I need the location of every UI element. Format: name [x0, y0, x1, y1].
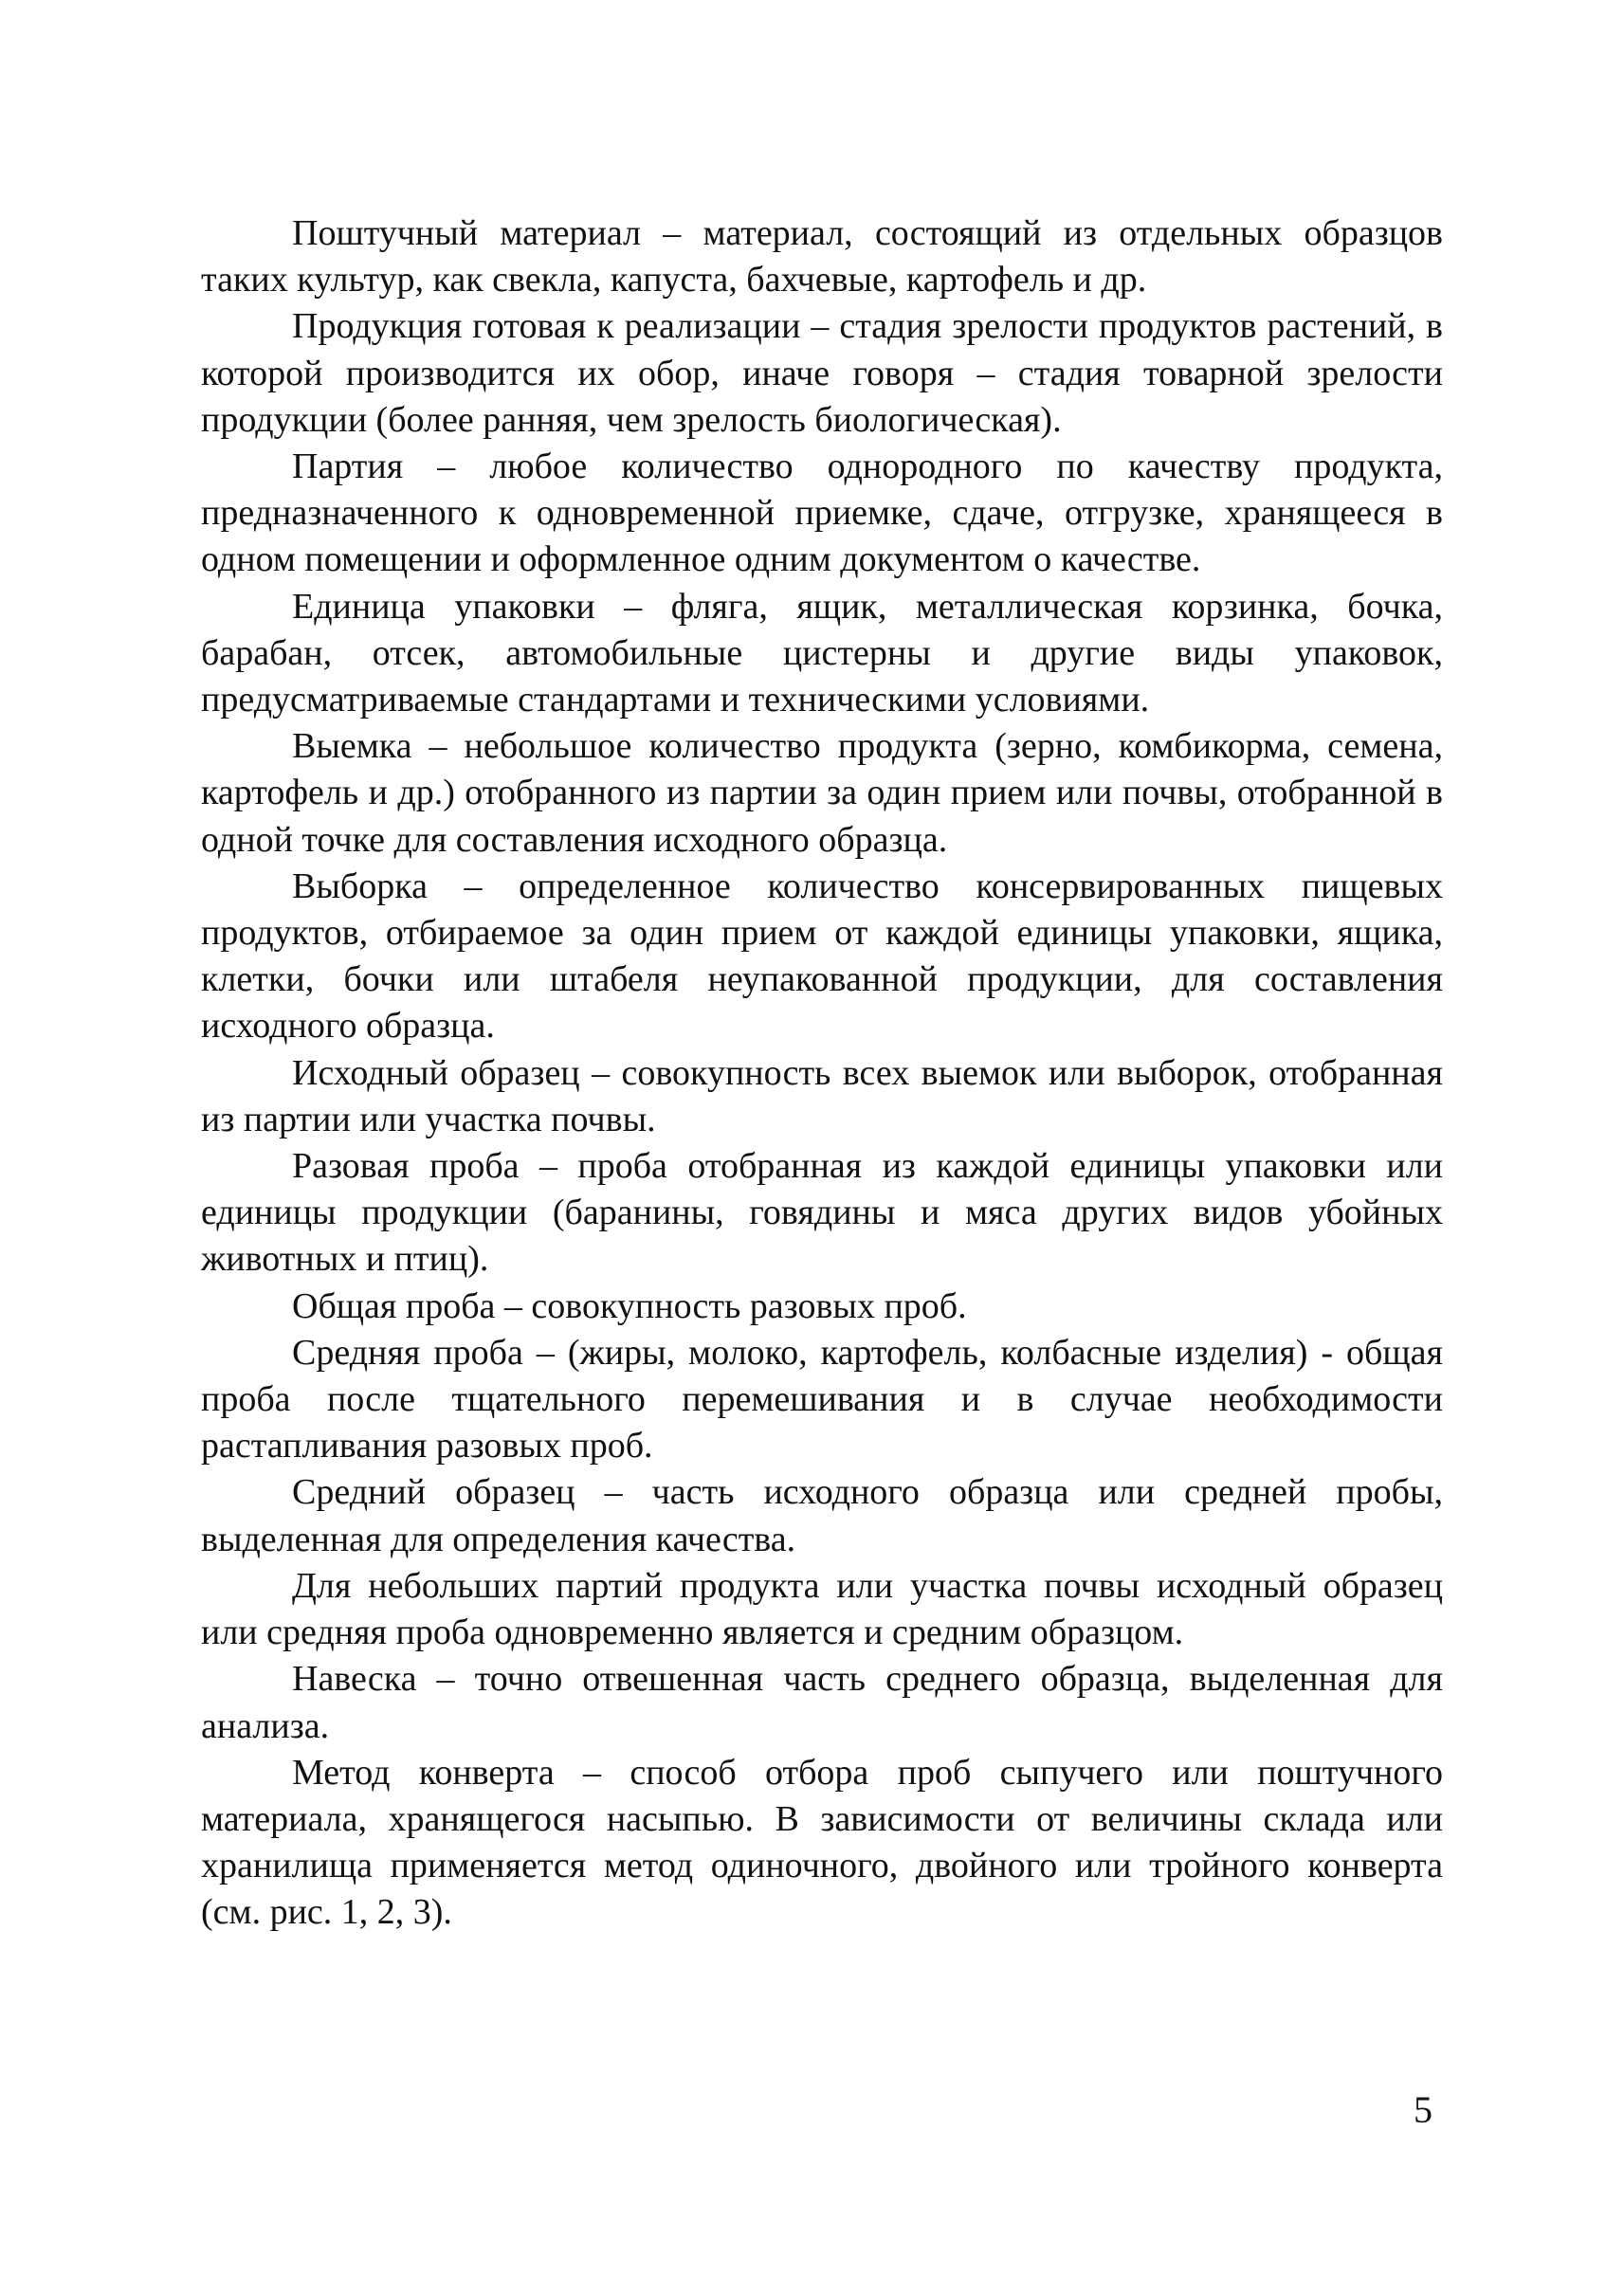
definition-paragraph: Поштучный материал – материал, состоящий из отдельных образцов таких культур, как свекла, капуста, бахчевые, картофель и др. [201, 213, 1443, 301]
definition-paragraph: Выборка – определенное количество консервированных пищевых продуктов, отбираемое за один прием от каждой единицы упаковки, ящика, клетки, бочки или штабеля неупакованной продукции, для составления исходного образца. [201, 865, 1443, 1047]
definition-paragraph: Метод конверта – способ отбора проб сыпучего или поштучного материала, хранящегося насыпью. В зависимости от величины склада или хранилища применяется метод одиночного, двойного или тройного конверта (см. рис. 1, 2, 3). [201, 1752, 1443, 1933]
definition-paragraph: Разовая проба – проба отобранная из каждой единицы упаковки или единицы продукции (баранины, говядины и мяса других видов убойных животных и птиц). [201, 1146, 1443, 1280]
body-text [201, 210, 1443, 1937]
definition-paragraph: Выемка – небольшое количество продукта (зерно, комбикорма, семена, картофель и др.) отобранного из партии за один прием или почвы, отобранной в одной точке для составления исходного образца. [201, 726, 1443, 860]
definition-paragraph: Продукция готовая к реализации – стадия зрелости продуктов растений, в которой производится их обор, иначе говоря – стадия товарной зрелости продукции (более ранняя, чем зрелость биологическая). [201, 306, 1443, 440]
definition-paragraph: Партия – любое количество однородного по качеству продукта, предназначенного к одновременной приемке, сдаче, отгрузке, хранящееся в одном помещении и оформленное одним документом о качестве. [201, 446, 1443, 580]
definition-paragraph: Исходный образец – совокупность всех выемок или выборок, отобранная из партии или участка почвы. [201, 1052, 1443, 1139]
body-paragraph: Для небольших партий продукта или участка почвы исходный образец или средняя проба одновременно является и средним образцом. [201, 1565, 1443, 1653]
definition-paragraph: Общая проба – совокупность разовых проб. [292, 1285, 967, 1326]
definition-paragraph: Навеска – точно отвешенная часть среднего образца, выделенная для анализа. [201, 1659, 1443, 1746]
page-number: 5 [1414, 2088, 1432, 2131]
definition-paragraph: Единица упаковки – фляга, ящик, металлическая корзинка, бочка, барабан, отсек, автомобильные цистерны и другие виды упаковок, предусматриваемые стандартами и техническими условиями. [201, 586, 1443, 720]
definition-paragraph: Средняя проба – (жиры, молоко, картофель, колбасные изделия) - общая проба после тщательного перемешивания и в случае необходимости растапливания разовых проб. [201, 1332, 1443, 1466]
definition-paragraph: Средний образец – часть исходного образца или средней пробы, выделенная для определения качества. [201, 1472, 1443, 1559]
